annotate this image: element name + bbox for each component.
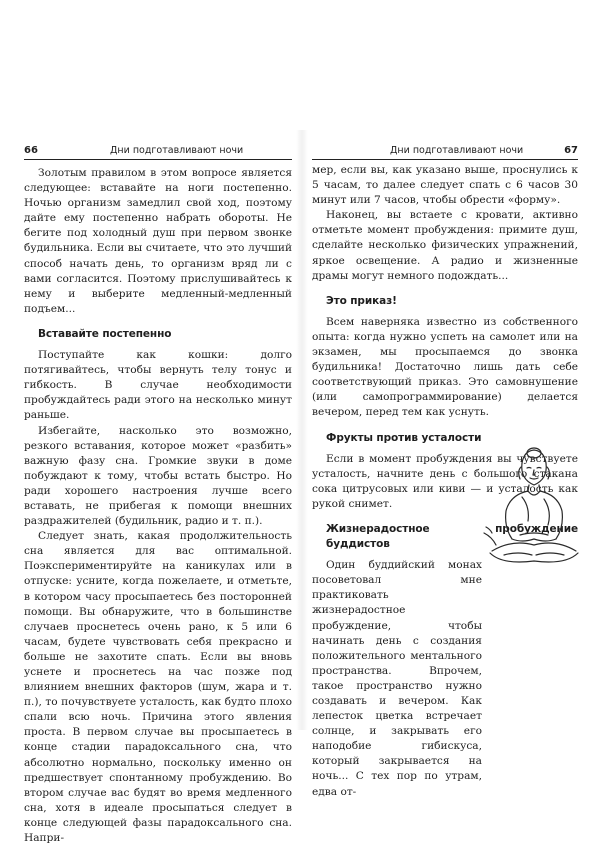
left-running-title: Дни подготавливают ночи — [110, 145, 244, 156]
right-page-number: 67 — [564, 145, 578, 156]
right-section-1-title: Это приказ! — [326, 294, 397, 307]
right-section-2-text: Если в момент пробуждения вы чувствуете усталость, начните день с большого стакана сока цитрусовых или киви — и усталость как рукой снимет. — [312, 452, 578, 510]
left-body-text — [24, 166, 292, 846]
right-page — [312, 143, 578, 798]
right-running-title: Дни подготавливают ночи — [390, 145, 524, 156]
left-intro-paragraph: Золотым правилом в этом вопросе является следующее: вставайте на ноги постепенно. Ночью организм замедлил свой ход, поэтому дайте ему постепенно набрать обороты. Не бегите под холодный душ при первом звонке будильника. Если вы считаете, что это лучший способ начать день, то организм вряд ли с вами согласится. Поэтому прислушивайтесь к нему и выберите медленный-медленный подъем... — [24, 167, 292, 315]
left-paragraph-1: Поступайте как кошки: долго потягивайтесь, чтобы вернуть телу тонус и гибкость. В случае необходимости пробуждайтесь ради этого на несколько минут раньше. — [24, 349, 292, 422]
right-section-3-title: Жизнерадостное пробуждение буддистов — [326, 522, 578, 551]
left-page-number: 66 — [24, 145, 38, 156]
right-paragraph-2: Наконец, вы встаете с кровати, активно отметьте момент пробуждения: примите душ, сделайте несколько физических упражнений, яркое освещение. А радио и жизненные драмы могут немного подождать... — [312, 209, 578, 282]
left-paragraph-3: Следует знать, какая продолжительность сна является для вас оптимальной. Поэкспериментируйте на каникулах или в отпуске: усните, когда пожелаете, и отметьте, в котором часу просыпаетесь без посторонней помощи. Вы обнаружите, что в большинстве случаев проснетесь очень рано, к 5 или 6 часам, будете чувствовать себя прекрасно и больше не захотите спать. Если вы вновь уснете и проснетесь на час позже под влиянием внешних факторов (шум, жара и т. п.), то почувствуете усталость, как будто плохо спали всю ночь. Причина этого явления проста. В первом случае вы просыпаетесь в конце стадии парадоксального сна, что абсолютно нормально, поскольку именно он предшествует спонтанному пробуждению. Во втором случае вас будят во время медленного сна, хотя в идеале просыпаться следует в конце следующей фазы парадоксального сна. Напри- — [24, 530, 292, 845]
right-section-2-title: Фрукты против усталости — [326, 431, 482, 444]
book-gutter-shadow — [296, 130, 308, 730]
left-section-title: Вставайте постепенно — [38, 327, 172, 340]
right-section-1-text: Всем наверняка известно из собственного опыта: когда нужно успеть на самолет или на экзамен, мы просыпаемся до звонка будильника! Достаточно лишь дать себе соответствующий приказ. Это самовнушение (или самопрограммирование) делается вечером, перед тем как уснуть. — [312, 315, 578, 419]
buddha-illustration-icon — [482, 441, 582, 571]
left-paragraph-2: Избегайте, насколько это возможно, резкого вставания, которое может «разбить» важную фазу сна. Громкие звуки в доме побуждают к тому, чтобы встать быстро. Но ради хорошего настроения лучше всего вставать, не прибегая к помощи внешних раздражителей (будильник, радио и т. п.). — [24, 424, 292, 528]
right-section-3-text: Один буддийский монах посоветовал мне практиковать жизнерадостное пробуждение, чтобы начинать день с создания положительного ментального пространства. Впрочем, такое пространство нужно создавать и вечером. Как лепесток цветка встречает солнце, и закрывать его наподобие гибискуса, который закрывается на ночь... С тех пор по утрам, едва от- — [312, 559, 482, 798]
right-continuation-paragraph: мер, если вы, как указано выше, проснулись к 5 часам, то далее следует спать с 6 часов 30 минут или 7 часов, чтобы обрести «форму». — [312, 164, 578, 207]
left-page — [24, 143, 292, 845]
